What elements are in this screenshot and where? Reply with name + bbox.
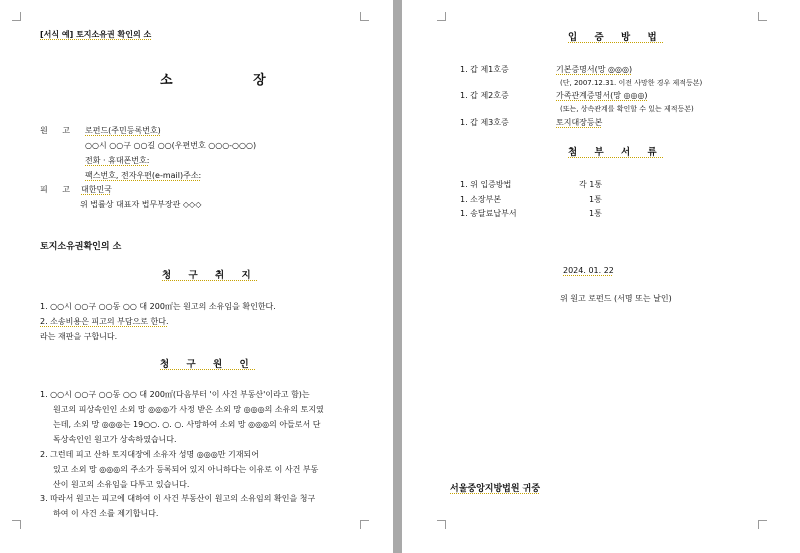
defendant-name: 대한민국 [81, 185, 112, 194]
document-title: 소 장 [160, 73, 304, 88]
document-page-left [0, 0, 393, 553]
crop-mark [360, 520, 369, 529]
attachment-name: 1. 소장부본 [460, 195, 502, 204]
crop-mark [437, 520, 446, 529]
cause-line: 는데, 소외 망 ◎◎◎는 19○○. ○. ○. 사망하여 소외 망 ◎◎◎의 아들로서 단 [53, 420, 321, 429]
evidence-number: 1. 갑 제2호증 [460, 91, 509, 100]
plaintiff-fax: 팩스번호, 전자우편(e-mail)주소: [85, 171, 202, 180]
cause-line: 2. 그런데 피고 산하 토지대장에 소유자 성명 ◎◎◎만 기재되어 [40, 450, 259, 459]
evidence-document: 기본증명서(망 ◎◎◎) [556, 65, 633, 74]
filing-date: 2024. 01. 22 [563, 266, 614, 275]
claim-item: 라는 재판을 구합니다. [40, 332, 118, 341]
claim-heading: 청 구 취 지 [162, 270, 258, 281]
defendant-label: 피 고 [40, 185, 76, 194]
cause-heading: 청 구 원 인 [160, 359, 256, 370]
claim-item: 2. 소송비용은 피고의 부담으로 한다. [40, 317, 169, 326]
cause-line: 산이 원고의 소유임을 다투고 있습니다. [53, 480, 190, 489]
evidence-note: (단, 2007.12.31. 이전 사망한 경우 제적등본) [560, 79, 703, 87]
form-label: [서식 예] 토지소유권 확인의 소 [40, 30, 152, 39]
signature-line: 위 원고 로펀드 (서명 또는 날인) [560, 294, 672, 303]
evidence-heading: 입 증 방 법 [568, 32, 664, 43]
defendant-representative: 위 법률상 대표자 법무부장관 ◇◇◇ [80, 200, 202, 209]
page-gap [393, 0, 402, 553]
crop-mark [360, 12, 369, 21]
evidence-document: 가족관계증명서(망 ◎◎◎) [556, 91, 648, 100]
attachments-heading: 첨 부 서 류 [568, 147, 664, 158]
plaintiff-phone: 전화 · 휴대폰번호: [85, 156, 150, 165]
crop-mark [758, 520, 767, 529]
attachment-name: 1. 위 입증방법 [460, 180, 512, 189]
cause-line: 3. 따라서 원고는 피고에 대하여 이 사건 부동산이 원고의 소유임의 확인을 청구 [40, 494, 316, 503]
cause-line: 원고의 피상속인인 소외 망 ◎◎◎가 사정 받은 소외 망 ◎◎◎의 소유의 토지였 [53, 405, 324, 414]
plaintiff-label: 원 고 [40, 126, 76, 135]
evidence-number: 1. 갑 제1호증 [460, 65, 509, 74]
evidence-note: (또는, 상속관계를 확인할 수 있는 제적등본) [560, 105, 694, 113]
attachment-count: 1통 [589, 195, 602, 204]
attachment-name: 1. 송달료납부서 [460, 209, 517, 218]
crop-mark [12, 520, 21, 529]
crop-mark [437, 12, 446, 21]
cause-line: 하여 이 사건 소를 제기합니다. [53, 509, 159, 518]
attachment-count: 각 1통 [579, 180, 603, 189]
evidence-number: 1. 갑 제3호증 [460, 118, 509, 127]
claim-item: 1. ○○시 ○○구 ○○동 ○○ 대 200㎡는 원고의 소유임을 확인한다. [40, 302, 276, 311]
crop-mark [12, 12, 21, 21]
cause-line: 있고 소외 망 ◎◎◎의 주소가 등록되어 있지 아니하다는 이유로 이 사건 부동 [53, 465, 319, 474]
cause-line: 1. ○○시 ○○구 ○○동 ○○ 대 200㎡(다음부터 '이 사건 부동산'이라고 함)는 [40, 390, 310, 399]
attachment-count: 1통 [589, 209, 602, 218]
crop-mark [758, 12, 767, 21]
cause-line: 독상속인인 원고가 상속하였습니다. [53, 435, 177, 444]
plaintiff-name: 로펀드(주민등록번호) [85, 126, 161, 135]
document-page-right [402, 0, 800, 553]
court-name: 서울중앙지방법원 귀중 [450, 484, 541, 494]
evidence-document: 토지대장등본 [556, 118, 603, 127]
plaintiff-address: ○○시 ○○구 ○○길 ○○(우편번호 ○○○-○○○) [85, 141, 257, 150]
case-name: 토지소유권확인의 소 [40, 242, 122, 252]
